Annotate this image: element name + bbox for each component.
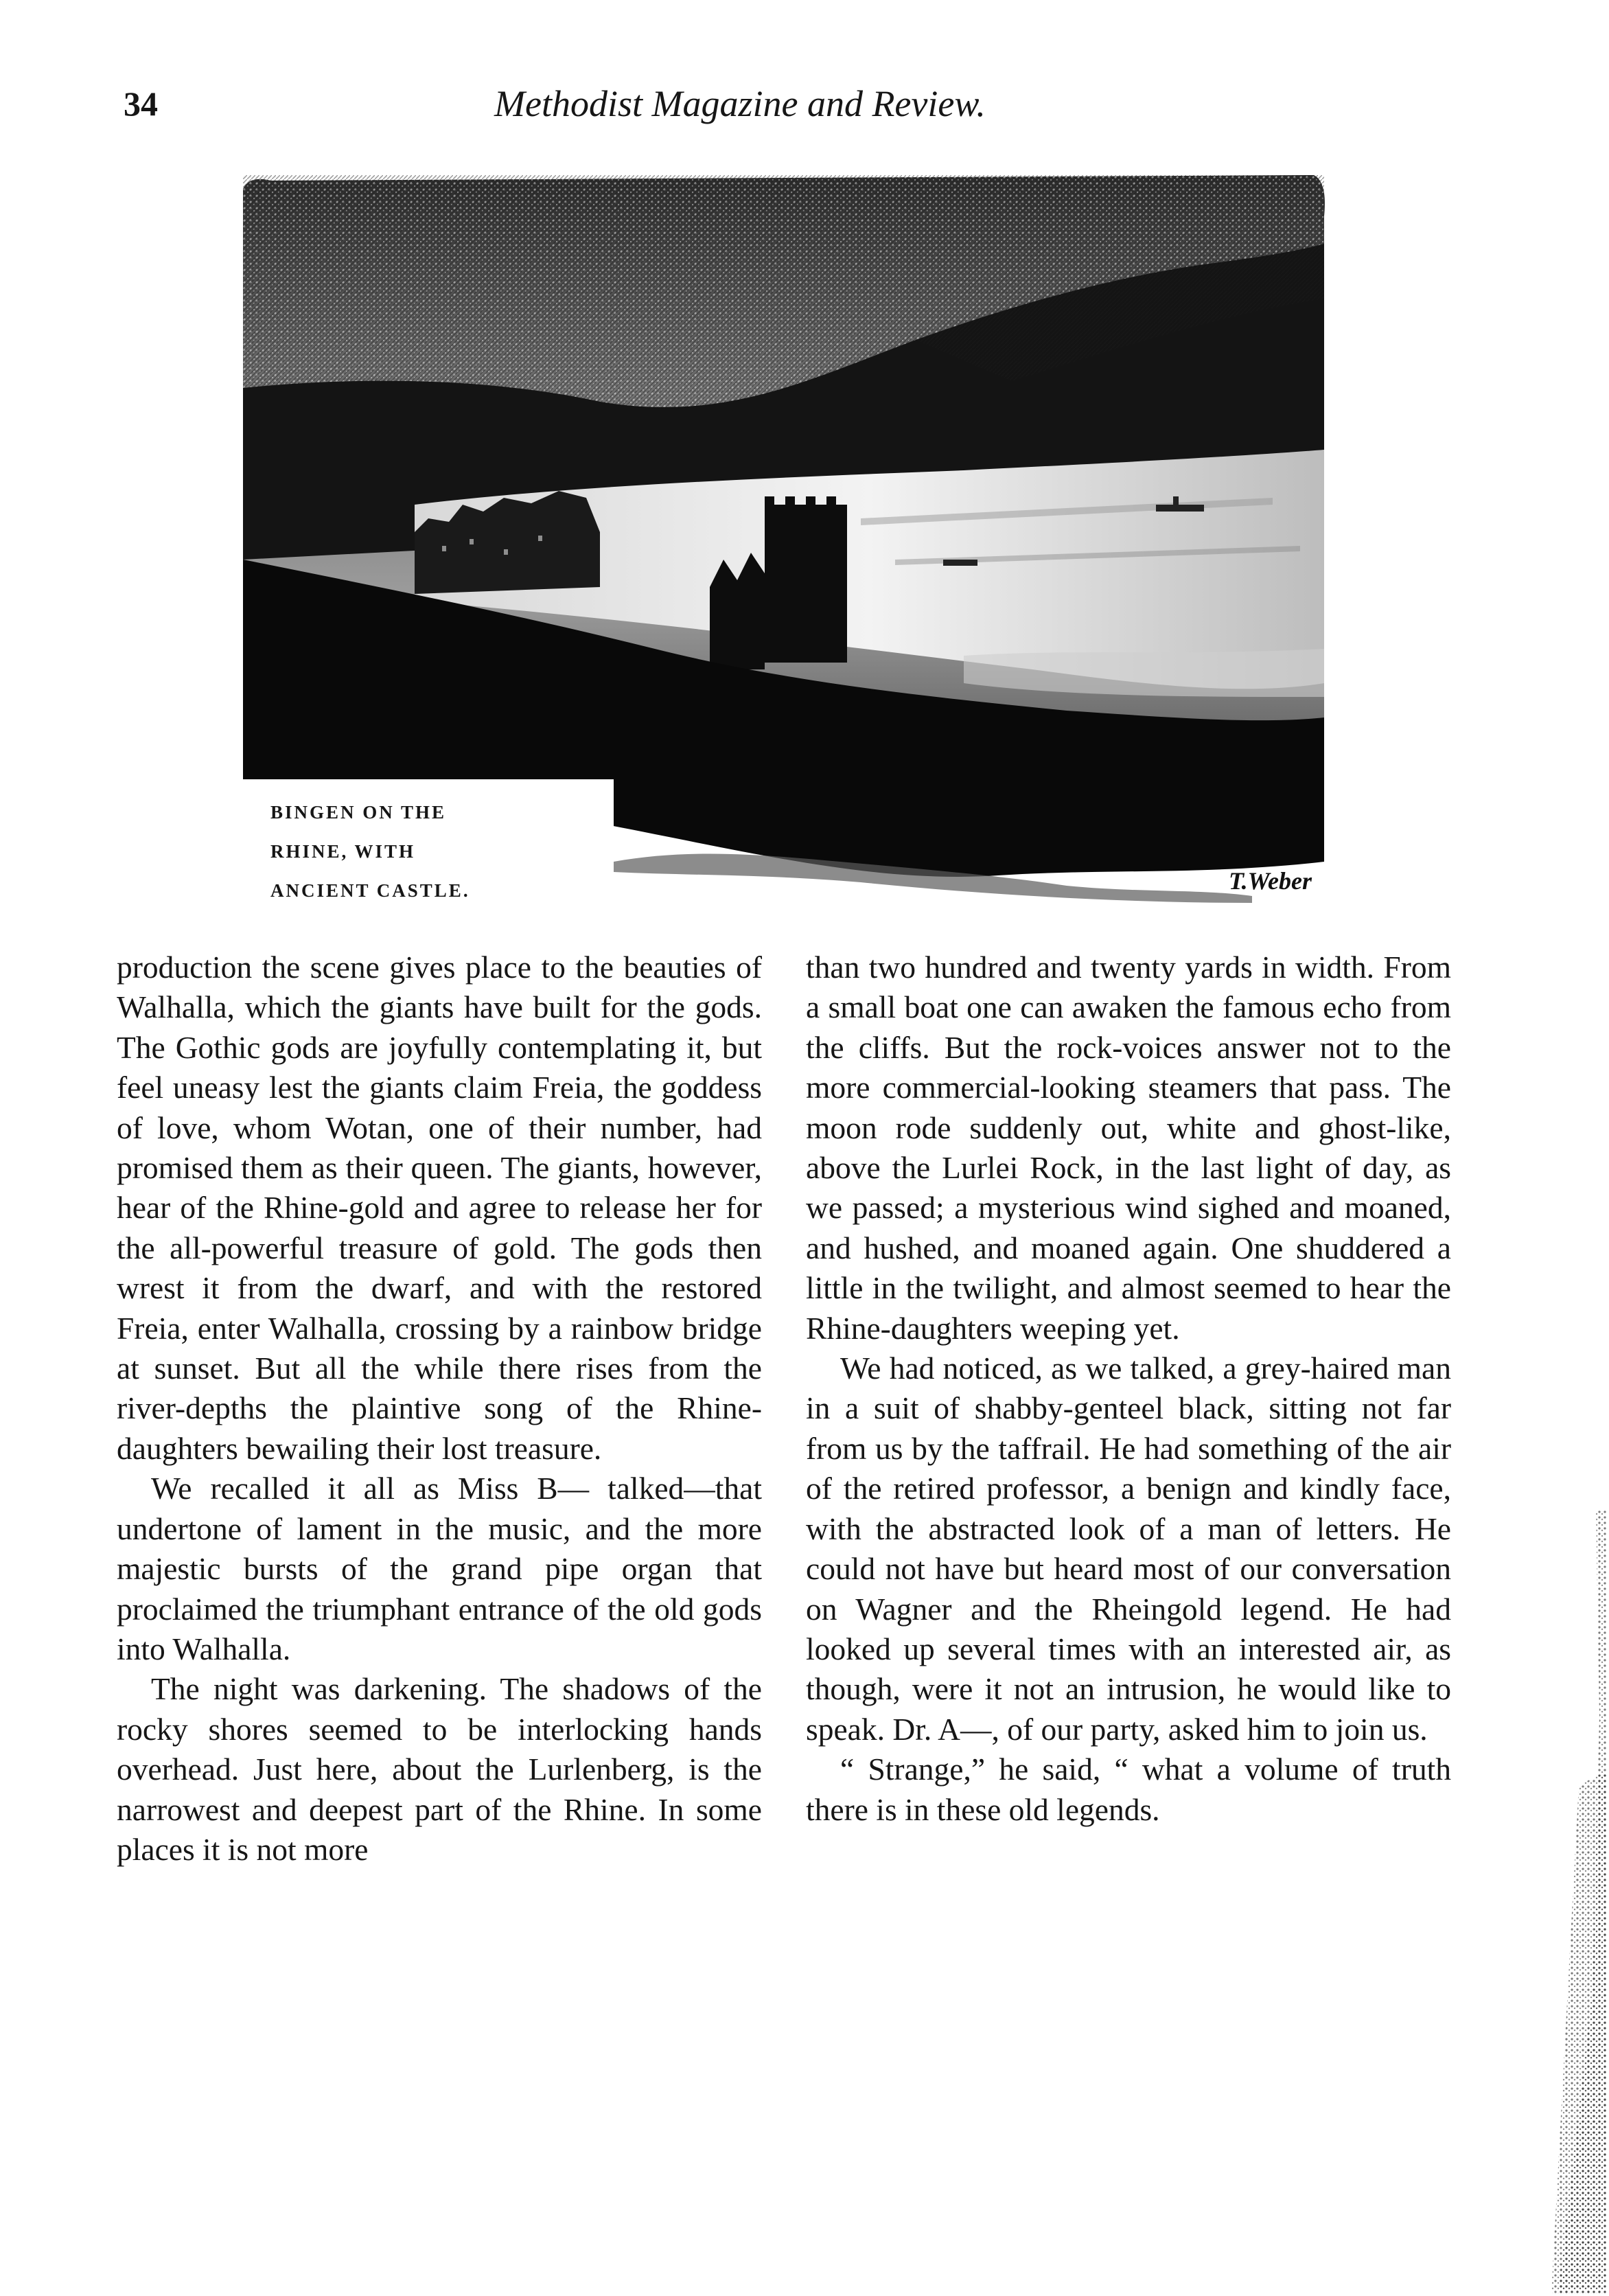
text-column-left [117,948,762,1870]
illustration-caption [270,793,600,910]
paragraph: production the scene gives place to the beauties of Walhalla, which the giants have built for the gods. The Gothic gods are joyfully contemplating it, but feel uneasy lest the giants claim Freia, the goddess of love, whom Wotan, one of their number, had promised them as their queen. The giants, however, hear of the Rhine-gold and agree to release her for the all-powerful treasure of gold. The gods then wrest it from the dwarf, and with the restored Freia, enter Walhalla, crossing by a rainbow bridge at sunset. But all the while there rises from the river-depths the plaintive song of the Rhine-daughters bewailing their lost treasure. [117,950,762,1466]
running-title: Methodist Magazine and Review. [494,83,986,124]
scan-edge-noise [1538,1511,1606,2293]
caption-line: RHINE, WITH [270,841,416,862]
caption-line: BINGEN ON THE [270,802,447,823]
caption-line: ANCIENT CASTLE. [270,880,470,901]
paragraph: We recalled it all as Miss B— talked—that undertone of lament in the music, and the more majestic bursts of the grand pipe organ that proclaimed the triumphant entrance of the old gods into Walhalla. [117,1471,762,1666]
castle-tower [765,505,847,663]
paragraph: The night was darkening. The shadows of the rocky shores seemed to be interlocking hands overhead. Just here, about the Lurlenberg, is the narrowest and deepest part of the Rhine. In some places it is not more [117,1671,762,1867]
paragraph: We had noticed, as we talked, a grey-haired man in a suit of shabby-genteel black, sitting not far from us by the taffrail. He had something of the air of the retired professor, a benign and kindly face, with the abstracted look of a man of letters. He could not have but heard most of our conversation on Wagner and the Rheingold legend. He had looked up several times with an interested air, as though, were it not an intrusion, he would like to speak. Dr. A—, of our party, asked him to join us. [806,1351,1451,1747]
artist-signature: T.Weber [1229,867,1312,895]
page-number: 34 [124,84,158,123]
paragraph: than two hundred and twenty yards in width. From a small boat one can awaken the famous echo from the cliffs. But the rock-voices answer not to the more commercial-looking steamers that pass. The moon rode suddenly out, white and ghost-like, above the Lurlei Rock, in the last light of day, as we passed; a mysterious wind sighed and moaned, and hushed, and moaned again. One shuddered a little in the twilight, and almost seemed to hear the Rhine-daughters weeping yet. [806,950,1451,1346]
text-column-right [806,948,1451,1830]
paragraph: “ Strange,” he said, “ what a volume of truth there is in these old legends. [806,1752,1451,1827]
